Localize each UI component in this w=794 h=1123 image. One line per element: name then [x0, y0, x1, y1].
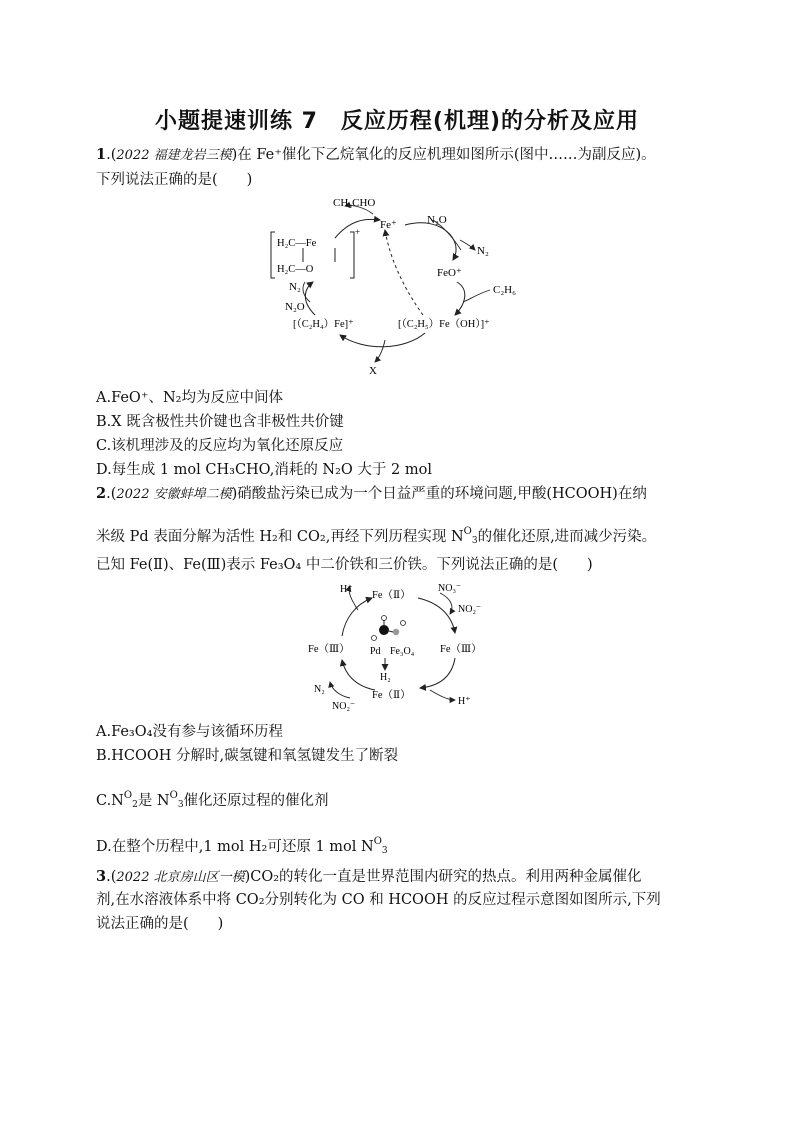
q2-stem-line3: 已知 Fe(Ⅱ)、Fe(Ⅲ)表示 Fe₃O₄ 中二价铁和三价铁。下列说法正确的是( )	[96, 557, 593, 573]
q1-fe-plus-label: Fe⁺	[380, 219, 397, 231]
q2-fe3-left-label: Fe（Ⅲ）	[308, 644, 350, 655]
q3-stem-line2: 剂,在水溶液体系中将 CO₂分别转化为 CO 和 HCOOH 的反应过程示意图如图所示,下列	[96, 892, 661, 908]
q2-fe3o4-atom	[393, 629, 399, 635]
q3-number: 3	[96, 868, 107, 885]
q1-option-d: D.每生成 1 mol CH₃CHO,消耗的 N₂O 大于 2 mol	[96, 462, 432, 478]
q3-stem-line3: 说法正确的是( )	[96, 916, 224, 932]
q2-h-atom-1	[382, 616, 387, 621]
q2-h-plus-bottom-arrow	[430, 690, 455, 700]
q2-option-d: D.在整个历程中,1 mol H₂可还原 1 mol $N^O3$	[96, 836, 388, 856]
q1-c2h6-label: C₂H₆	[493, 284, 516, 296]
q2-fe3-right-label: Fe（Ⅲ）	[440, 644, 482, 655]
q2-arc-bottom-left	[342, 660, 375, 690]
q1-x-out-arrow	[375, 340, 385, 362]
q1-arc-to-c2h4	[340, 333, 425, 347]
q2-option-c: $C.N^O2$是 $N^O3$催化还原过程的催化剂	[96, 790, 329, 810]
q2-fe3o4-label: Fe₃O₄	[390, 646, 415, 657]
q1-source: 2022 福建龙岩三模	[116, 148, 232, 163]
q1-n2o-top-label: N₂O	[427, 214, 447, 226]
q1-stem-line2: 下列说法正确的是( )	[96, 172, 253, 188]
q1-ring-charge: +	[355, 227, 361, 237]
page-title: 小题提速训练 7 反应历程(机理)的分析及应用	[154, 109, 640, 134]
q3-source: 2022 北京房山区一模	[116, 870, 245, 885]
q2-number: 2	[96, 485, 107, 502]
q1-side-reaction-dashed-arrow	[385, 230, 423, 315]
q1-arc-fe-to-feo	[405, 223, 456, 260]
q2-option-a: A.Fe₃O₄没有参与该循环历程	[96, 724, 283, 740]
q1-option-a: A.FeO⁺、N₂均为反应中间体	[96, 390, 283, 406]
q1-n2o-left-label: N₂O	[285, 301, 305, 313]
q1-ring-left-bracket	[271, 232, 275, 278]
q2-option-b: B.HCOOH 分解时,碳氢键和氧氢键发生了断裂	[96, 748, 399, 764]
q2-h-atom-2	[401, 621, 406, 626]
q1-stem-line1: 1.(2022 福建龙岩三模)在 Fe⁺催化下乙烷氧化的反应机理如图所示(图中……为副反应)。	[96, 146, 656, 163]
q2-no2-right-label: NO₂⁻	[458, 604, 482, 615]
q2-cycle-diagram	[300, 578, 500, 718]
q2-bond-2	[389, 631, 393, 632]
q1-option-b: B.X 既含极性共价键也含非极性共价键	[96, 414, 344, 430]
q2-fe2-top-label: Fe（Ⅱ）	[372, 590, 411, 601]
q1-mechanism-diagram	[255, 190, 545, 380]
q2-stem-line2: 米级 Pd 表面分解为活性 H₂和 CO₂,再经下列历程实现 $N^O3$的催化还原,进而减少污染。	[96, 526, 657, 546]
q1-arc-feo-to-c2h5	[455, 282, 465, 315]
q1-c2h5fe-label: [（C₂H₅）Fe（OH）]⁺	[398, 319, 490, 330]
q2-h2-label: H₂	[380, 672, 391, 683]
q1-option-c: C.该机理涉及的反应均为氧化还原反应	[96, 438, 344, 454]
q1-c2h6-in-line	[463, 290, 490, 302]
q2-no3-in-arrow	[440, 593, 452, 614]
q2-arc-top-right	[418, 598, 455, 633]
q1-x-label: X	[369, 365, 377, 377]
q2-n2-label: N₂	[314, 684, 325, 695]
q1-ring-top-label: H₂C—Fe	[277, 238, 317, 249]
q1-n2o-left-line	[303, 282, 310, 302]
q2-source: 2022 安徽蚌埠二模	[116, 487, 232, 502]
q1-ch3cho-label: CH₃CHO	[333, 197, 376, 209]
q2-h-plus-top-label: H⁺	[340, 584, 353, 595]
q1-feo-plus-label: FeO⁺	[437, 267, 462, 279]
q2-h-plus-bottom-label: H⁺	[458, 696, 471, 707]
q2-arc-top-left	[342, 598, 372, 636]
q2-no3-label: NO₃⁻	[438, 583, 462, 594]
q1-n2-out-arrow	[460, 240, 475, 250]
q2-pd-label: Pd	[370, 646, 381, 657]
q2-h-atom-3	[372, 636, 377, 641]
q1-ring-right-bracket	[350, 232, 354, 278]
q2-fe2-bottom-label: Fe（Ⅱ）	[372, 690, 411, 701]
q1-ring-bottom-label: H₂C—O	[277, 264, 314, 275]
q2-stem-line1: 2.(2022 安徽蚌埠二模)硝酸盐污染已成为一个日益严重的环境问题,甲酸(HCOOH)在纳	[96, 485, 647, 502]
q1-number: 1	[96, 146, 107, 163]
q2-pd-atom	[379, 625, 389, 635]
q2-arc-bottom-right	[420, 658, 455, 688]
q1-n2-top-label: N₂	[477, 245, 489, 257]
q2-n2-out-arrow	[330, 682, 350, 698]
q1-c2h4fe-label: [（C₂H₄）Fe]⁺	[293, 319, 354, 330]
q1-n2-left-label: N₂	[289, 281, 301, 293]
q3-stem-line1: 3.(2022 北京房山区一模)CO₂的转化一直是世界范围内研究的热点。利用两种金属催化	[96, 868, 642, 885]
q2-no2-left-label: NO₂⁻	[332, 701, 356, 712]
